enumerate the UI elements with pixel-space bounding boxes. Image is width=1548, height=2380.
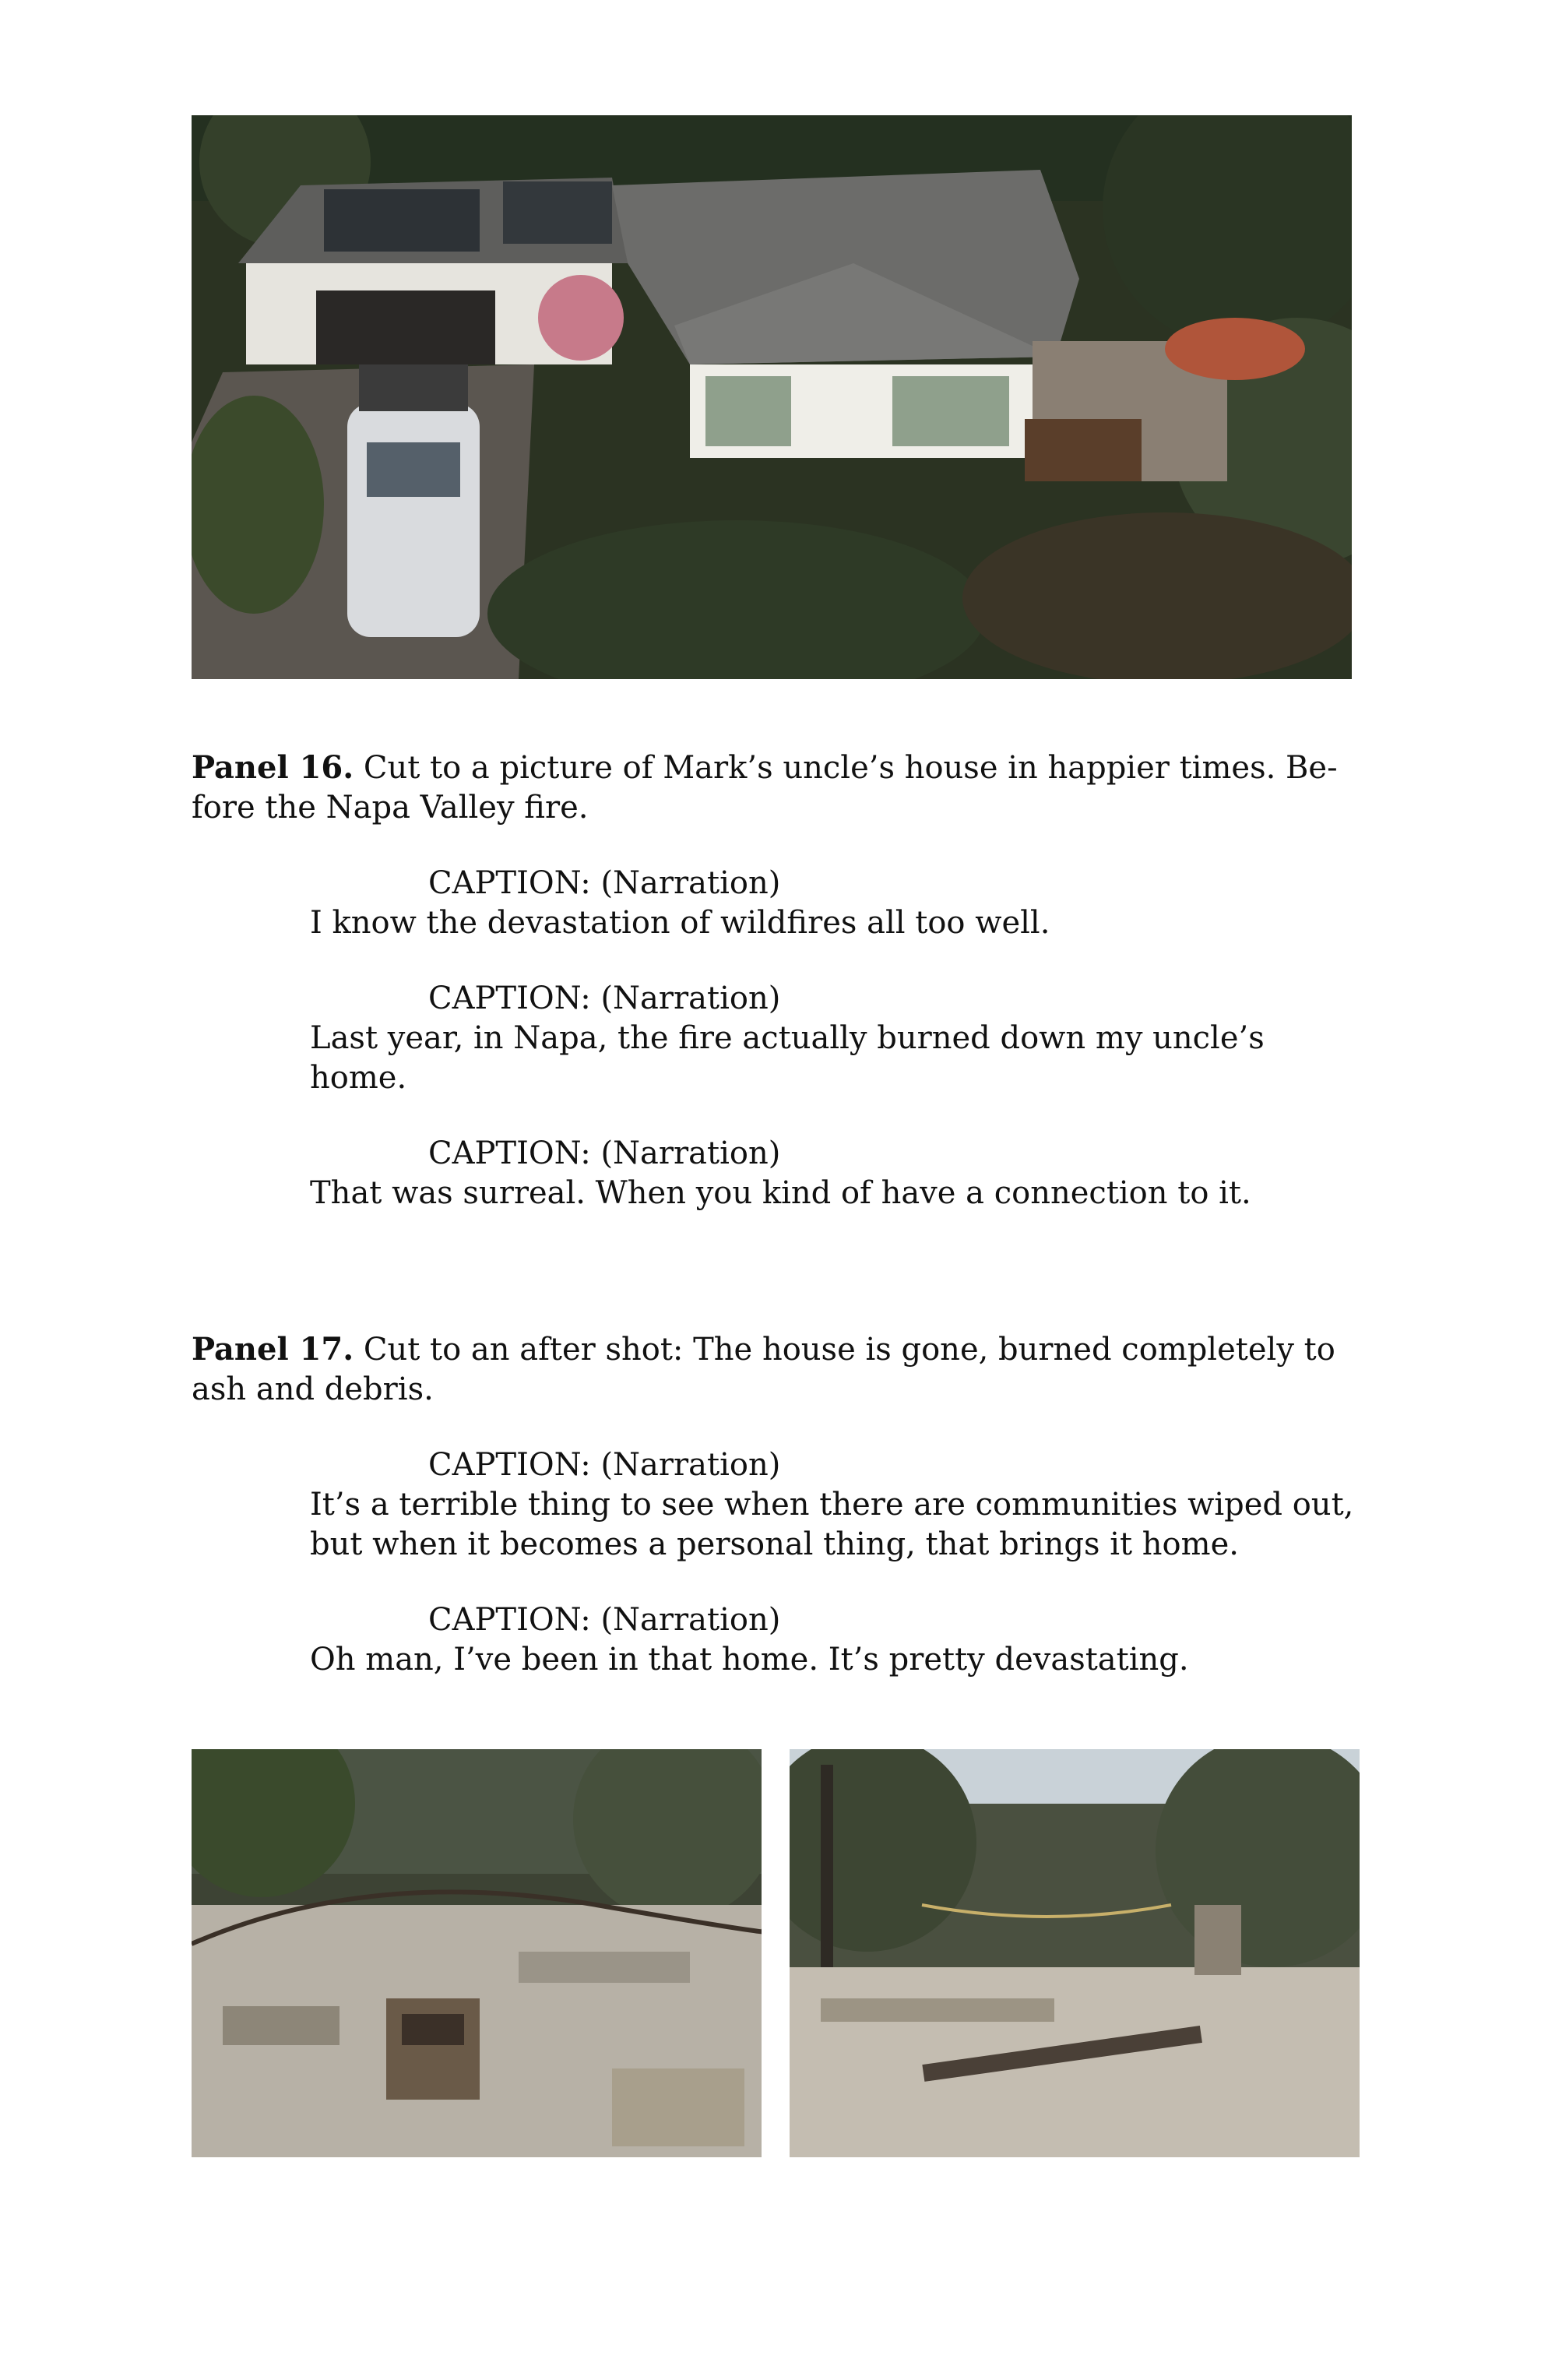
panel-17-description-text: Cut to an after shot: The house is gone, burned completely to ash and debris.: [192, 1332, 1335, 1407]
burned-house-photo-left: [192, 1749, 762, 2157]
house-before-photo: [192, 115, 1352, 679]
caption-block: [192, 979, 1360, 1098]
caption-label: CAPTION: (Narration): [428, 981, 781, 1016]
caption-text: That was surreal. When you kind of have a connection to it.: [310, 1175, 1251, 1211]
panel-16-description: [192, 748, 1360, 828]
caption-text: It’s a terrible thing to see when there are communities wiped out, but when it becomes a personal thing, that brings it home.: [310, 1487, 1354, 1562]
caption-label: CAPTION: (Narration): [428, 1135, 781, 1171]
caption-text: Oh man, I’ve been in that home. It’s pretty devastating.: [310, 1642, 1189, 1678]
caption-block: [192, 864, 1360, 943]
caption-text: I know the devastation of wildfires all too well.: [310, 905, 1050, 941]
panel-16-description-text: Cut to a picture of Mark’s uncle’s house in happier times. Be-fore the Napa Valley fire.: [192, 750, 1338, 826]
panel-17: [192, 1329, 1360, 1680]
caption-block: [192, 1600, 1360, 1680]
caption-block: [192, 1134, 1360, 1213]
caption-block: [192, 1445, 1360, 1565]
panel-17-number: Panel 17.: [192, 1331, 354, 1368]
burned-house-photo-right: [790, 1749, 1360, 2157]
panel-16-number: Panel 16.: [192, 749, 354, 786]
caption-label: CAPTION: (Narration): [428, 1602, 781, 1638]
caption-text: Last year, in Napa, the fire actually burned down my uncle’s home.: [310, 1020, 1265, 1096]
caption-label: CAPTION: (Narration): [428, 865, 781, 901]
caption-label: CAPTION: (Narration): [428, 1447, 781, 1483]
panel-16: [192, 748, 1360, 1213]
panel-17-description: [192, 1329, 1360, 1410]
